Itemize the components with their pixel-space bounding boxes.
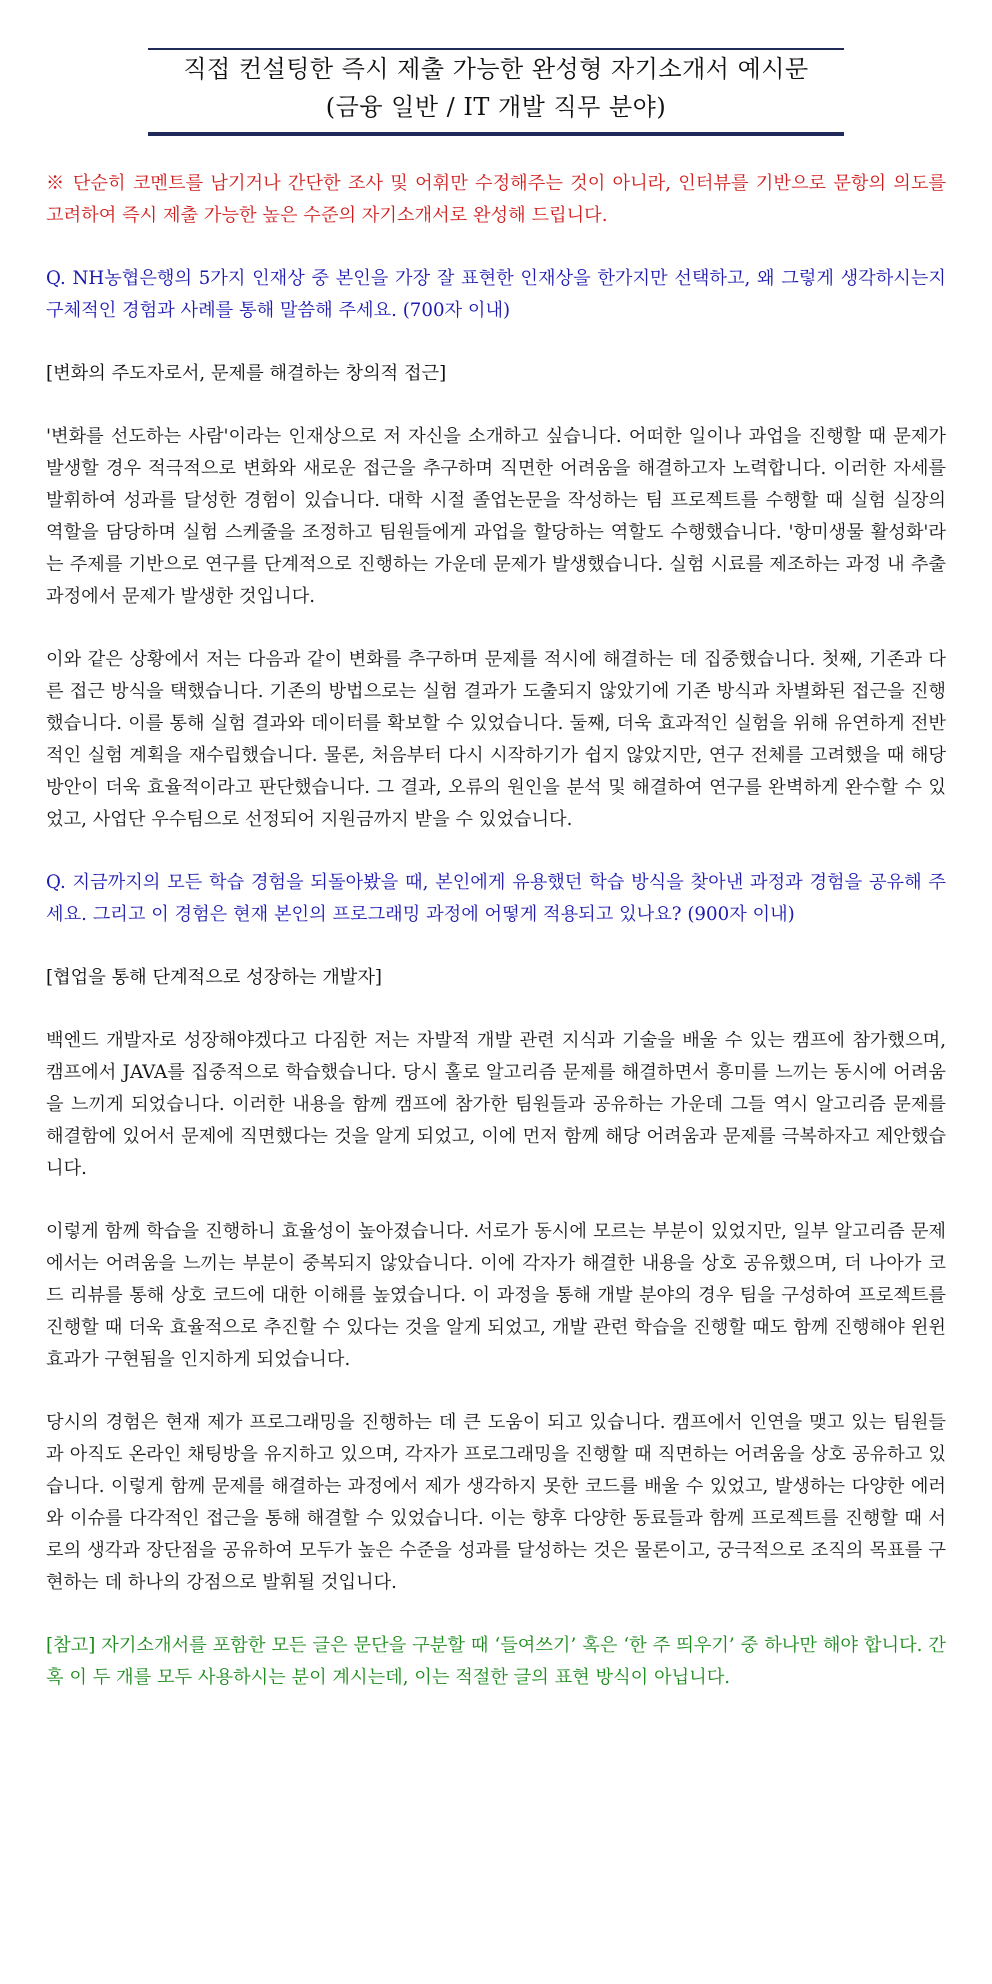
answer-2-paragraph-1: 백엔드 개발자로 성장해야겠다고 다짐한 저는 자발적 개발 관련 지식과 기술을 배울 수 있는 캠프에 참가했으며, 캠프에서 JAVA를 집중적으로 학습했습니다. 당시 홀로 알고리즘 문제를 해결하면서 흥미를 느끼는 동시에 어려움을 느끼게 되었습니다. 이러한 내용을 함께 캠프에 참가한 팀원들과 공유하는 가운데 그들 역시 알고리즘 문제를 해결함에 있어서 문제에 직면했다는 것을 알게 되었고, 이에 먼저 함께 해당 어려움과 문제를 극복하자고 제안했습니다. [46, 1030, 946, 1179]
question-1: Q. NH농협은행의 5가지 인재상 중 본인을 가장 잘 표현한 인재상을 한가지만 선택하고, 왜 그렇게 생각하시는지 구체적인 경험과 사례를 통해 말씀해 주세요. (700자 이내) [46, 268, 946, 321]
title-line-1: 직접 컨설팅한 즉시 제출 가능한 완성형 자기소개서 예시문 [183, 55, 809, 83]
title-line-2: (금융 일반 / IT 개발 직무 분야) [325, 93, 667, 121]
answer-1-paragraph-2: 이와 같은 상황에서 저는 다음과 같이 변화를 추구하며 문제를 적시에 해결하는 데 집중했습니다. 첫째, 기존과 다른 접근 방식을 택했습니다. 기존의 방법으로는 실험 결과가 도출되지 않았기에 기존 방식과 차별화된 접근을 진행했습니다. 이를 통해 실험 결과와 데이터를 확보할 수 있었습니다. 둘째, 더욱 효과적인 실험을 위해 유연하게 전반적인 실험 계획을 재수립했습니다. 물론, 처음부터 다시 시작하기가 쉽지 않았지만, 연구 전체를 고려했을 때 해당 방안이 더욱 효율적이라고 판단했습니다. 그 결과, 오류의 원인을 분석 및 해결하여 연구를 완벽하게 완수할 수 있었고, 사업단 우수팀으로 선정되어 지원금까지 받을 수 있었습니다. [46, 649, 946, 830]
reference-note: [참고] 자기소개서를 포함한 모든 글은 문단을 구분할 때 ‘들여쓰기’ 혹은 ‘한 주 띄우기’ 중 하나만 해야 합니다. 간혹 이 두 개를 모두 사용하시는 분이 계시는데, 이는 적절한 글의 표현 방식이 아닙니다. [46, 1635, 946, 1688]
document-title [148, 50, 844, 136]
answer-2-heading: [협업을 통해 단계적으로 성장하는 개발자] [46, 967, 382, 988]
answer-1-paragraph-1: '변화를 선도하는 사람'이라는 인재상으로 저 자신을 소개하고 싶습니다. 어떠한 일이나 과업을 진행할 때 문제가 발생할 경우 적극적으로 변화와 새로운 접근을 추구하며 직면한 어려움을 해결하고자 노력합니다. 이러한 자세를 발휘하여 성과를 달성한 경험이 있습니다. 대학 시절 졸업논문을 작성하는 팀 프로젝트를 수행할 때 실험 실장의 역할을 담당하며 실험 스케줄을 조정하고 팀원들에게 과업을 할당하는 역할도 수행했습니다. '항미생물 활성화'라는 주제를 기반으로 연구를 단계적으로 진행하는 가운데 문제가 발생했습니다. 실험 시료를 제조하는 과정 내 추출과정에서 문제가 발생한 것입니다. [46, 426, 946, 607]
answer-1-heading: [변화의 주도자로서, 문제를 해결하는 창의적 접근] [46, 363, 447, 384]
notice-text: ※ 단순히 코멘트를 남기거나 간단한 조사 및 어휘만 수정해주는 것이 아니라, 인터뷰를 기반으로 문항의 의도를 고려하여 즉시 제출 가능한 높은 수준의 자기소개서로 완성해 드립니다. [46, 173, 946, 226]
document-body [46, 168, 946, 1725]
question-2: Q. 지금까지의 모든 학습 경험을 되돌아봤을 때, 본인에게 유용했던 학습 방식을 찾아낸 과정과 경험을 공유해 주세요. 그리고 이 경험은 현재 본인의 프로그래밍 과정에 어떻게 적용되고 있나요? (900자 이내) [46, 872, 946, 925]
answer-2-paragraph-2: 이렇게 함께 학습을 진행하니 효율성이 높아졌습니다. 서로가 동시에 모르는 부분이 있었지만, 일부 알고리즘 문제에서는 어려움을 느끼는 부분이 중복되지 않았습니다. 이에 각자가 해결한 내용을 상호 공유했으며, 더 나아가 코드 리뷰를 통해 상호 코드에 대한 이해를 높였습니다. 이 과정을 통해 개발 분야의 경우 팀을 구성하여 프로젝트를 진행할 때 더욱 효율적으로 추진할 수 있다는 것을 알게 되었고, 개발 관련 학습을 진행할 때도 함께 진행해야 윈윈 효과가 구현됨을 인지하게 되었습니다. [46, 1221, 946, 1370]
answer-2-paragraph-3: 당시의 경험은 현재 제가 프로그래밍을 진행하는 데 큰 도움이 되고 있습니다. 캠프에서 인연을 맺고 있는 팀원들과 아직도 온라인 채팅방을 유지하고 있으며, 각자가 프로그래밍을 진행할 때 직면하는 어려움을 상호 공유하고 있습니다. 이렇게 함께 문제를 해결하는 과정에서 제가 생각하지 못한 코드를 배울 수 있었고, 발생하는 다양한 에러와 이슈를 다각적인 접근을 통해 해결할 수 있었습니다. 이는 향후 다양한 동료들과 함께 프로젝트를 진행할 때 서로의 생각과 장단점을 공유하여 모두가 높은 수준을 성과를 달성하는 것은 물론이고, 궁극적으로 조직의 목표를 구현하는 데 하나의 강점으로 발휘될 것입니다. [46, 1412, 946, 1593]
